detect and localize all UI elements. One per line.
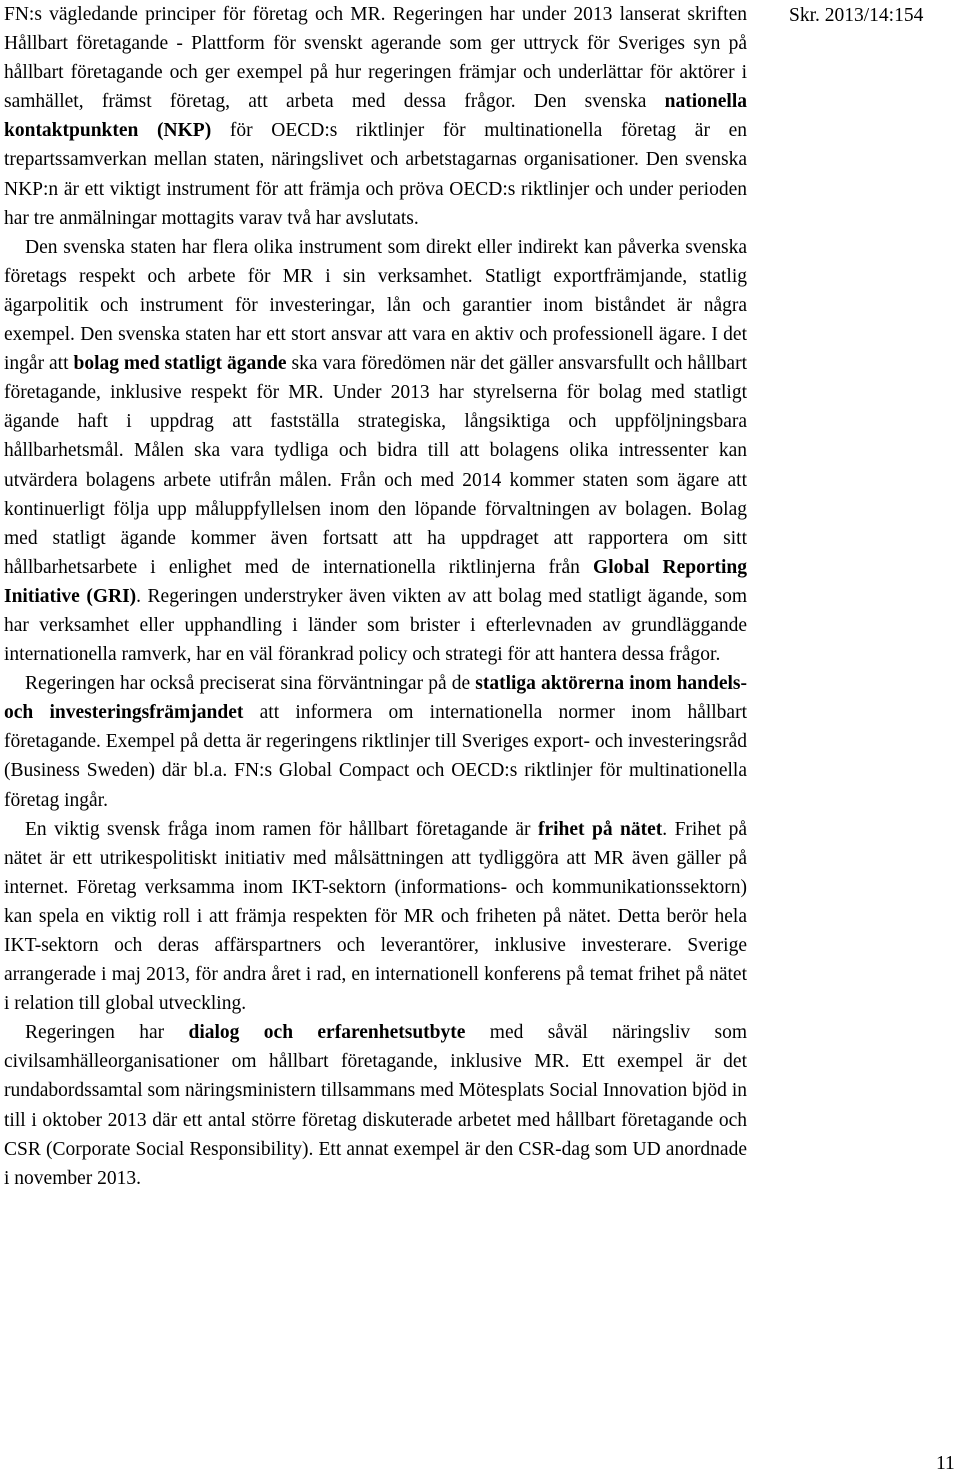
text-run: . Frihet på nätet är ett utrikespolitiskt initiativ med målsättningen att tydliggöra att MR även gäller på internet. Företag verksamma inom IKT-sektorn (informations- och kommunikationssektorn) kan spela en viktig roll i att främja respekten för MR och friheten på nätet. Detta berör hela IKT-sektorn och deras affärspartners och leverantörer, inklusive investerare. Sverige arrangerade i maj 2013, för andra året i rad, en internationell konferens på temat frihet på nätet i relation till global utveckling. bbox=[4, 818, 747, 1015]
text-run: ska vara föredömen när det gäller ansvarsfullt och hållbart företagande, inklusive respekt för MR. Under 2013 har styrelserna för bolag med statligt ägande haft i uppdrag att fastställa strategiska, långsiktiga och uppföljningsbara hållbarhetsmål. Målen ska vara tydliga och bidra till att bolagens olika intressenter kan utvärdera bolagens arbete utifrån målen. Från och med 2014 kommer staten som ägare att kontinuerligt följa upp måluppfyllelsen inom den löpande förvaltningen av bolagen. Bolag med statligt ägande kommer även fortsatt att ha uppdraget att rapportera om sitt hållbarhetsarbete i enlighet med de internationella riktlinjerna från bbox=[4, 353, 747, 578]
text-run: . Regeringen understryker även vikten av att bolag med statligt ägande, som har verksamhet eller upphandling i länder som brister i efterlevnaden av grundläggande internationella ramverk, har en väl förankrad policy och strategi för att hantera dessa frågor. bbox=[4, 585, 748, 666]
text-run: Regeringen har bbox=[25, 1022, 189, 1044]
bold-text-run: dialog och erfarenhetsutbyte bbox=[188, 1022, 466, 1044]
margin-reference: Skr. 2013/14:154 bbox=[789, 5, 924, 26]
bold-text-run: statliga aktörerna inom handels- och investeringsfrämjandet bbox=[4, 673, 748, 724]
document-body bbox=[4, 0, 747, 1193]
text-run: Regeringen har också preciserat sina förväntningar på de bbox=[25, 673, 476, 695]
paragraph bbox=[4, 669, 747, 814]
page-number: 11 bbox=[936, 1453, 955, 1474]
bold-text-run: Global Reporting Initiative (GRI) bbox=[4, 556, 747, 607]
text-run: för OECD:s riktlinjer för multinationella företag är en trepartssamverkan mellan staten, näringslivet och arbetstagarnas organisationer. Den svenska NKP:n är ett viktigt instrument för att främja och pröva OECD:s riktlinjer och under perioden har tre anmälningar mottagits varav två har avslutats. bbox=[4, 120, 748, 229]
text-run: Den svenska staten har flera olika instrument som direkt eller indirekt kan påverka svenska företags respekt och arbete för MR i sin verksamhet. Statligt exportfrämjande, statlig ägarpolitik och instrument för investeringar, lån och garantier inom biståndet är några exempel. Den svenska staten har ett stort ansvar att vara en aktiv och professionell ägare. I det ingår att bbox=[4, 236, 747, 375]
paragraph bbox=[4, 233, 747, 669]
text-run: En viktig svensk fråga inom ramen för hållbart företagande är bbox=[25, 818, 538, 840]
bold-text-run: bolag med statligt ägande bbox=[73, 353, 287, 375]
text-run: med såväl näringsliv som civilsamhälleorganisationer om hållbart företagande, inklusive MR. Ett exempel är det rundabordssamtal som näringsministern tillsammans med Mötesplats Social Innovation bjöd in till i oktober 2013 där ett antal större företag diskuterade arbetet med hållbart företagande och CSR (Corporate Social Responsibility). Ett annat exempel är den CSR-dag som UD anordnade i november 2013. bbox=[4, 1022, 747, 1189]
bold-text-run: nationella kontaktpunkten (NKP) bbox=[4, 91, 747, 142]
text-run: att informera om internationella normer inom hållbart företagande. Exempel på detta är regeringens riktlinjer till Sveriges export- och investeringsråd (Business Sweden) där bl.a. FN:s Global Compact och OECD:s riktlinjer för multinationella företag ingår. bbox=[4, 702, 747, 811]
paragraph bbox=[4, 1018, 747, 1193]
bold-text-run: frihet på nätet bbox=[537, 818, 663, 840]
text-run: FN:s vägledande principer för företag och MR. Regeringen har under 2013 lanserat skriften Hållbart företagande - Plattform för svenskt agerande som ger uttryck för Sveriges syn på hållbart företagande och ger exempel på hur regeringen främjar och underlättar för aktörer i samhället, främst företag, att arbeta med dessa frågor. Den svenska bbox=[4, 4, 747, 113]
paragraph bbox=[4, 815, 747, 1019]
paragraph bbox=[4, 0, 747, 233]
